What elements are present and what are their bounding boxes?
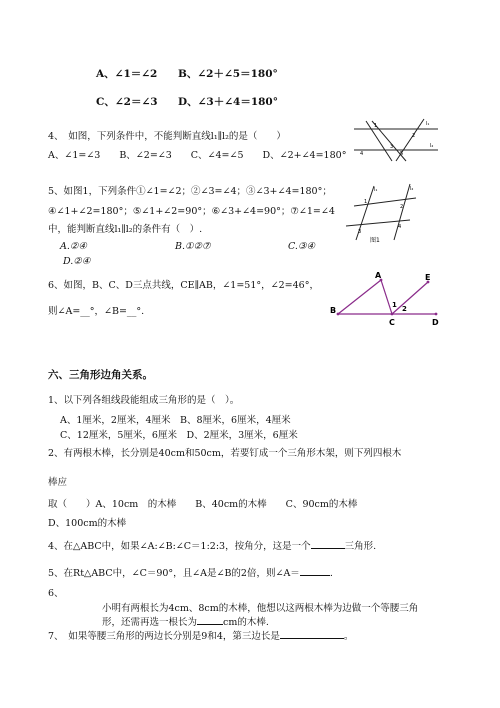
- s6-q5-blank[interactable]: [300, 565, 330, 576]
- s6-q1-options-1: A、1厘米，2厘米，4厘米 B、8厘米，6厘米，4厘米: [60, 415, 291, 426]
- q4-transversal-1: [366, 121, 392, 161]
- q6-line-ac: [381, 280, 392, 314]
- s6-q7-blank[interactable]: [280, 628, 344, 639]
- s6-q6-line-1: 小明有两根长为4cm、8cm的木棒，他想以这两根木棒为边做一个等腰三角: [102, 603, 419, 614]
- s6-q7-text: 7、 如果等腰三角形的两边长分别是9和4，第三边长是: [48, 631, 280, 642]
- q5-label-l1: l₁: [374, 187, 378, 193]
- q6-line-1: 6、如图，B、C、D三点共线，CE∥AB，∠1=51°，∠2=46°，: [48, 280, 319, 291]
- q5-option-c: C.③④: [288, 241, 315, 252]
- q4-label-2: 2: [412, 133, 416, 139]
- q4-label-3: 3: [390, 144, 394, 150]
- q6-label-a: A: [375, 271, 382, 280]
- s6-q5-text: 5、在Rt△ABC中，∠C＝90°，且∠A是∠B的2倍，则∠A＝: [48, 568, 300, 579]
- q5-option-d: D.②④: [63, 256, 91, 267]
- q6-label-b: B: [330, 306, 337, 315]
- q4-label-l2: l₂: [430, 143, 434, 149]
- q6-line-2: 则∠A=__°，∠B=__°.: [48, 306, 145, 317]
- s6-q5: [48, 565, 333, 579]
- prev-option-c: C、∠2＝∠3: [96, 96, 158, 108]
- section-heading: 六、三角形边角关系。: [48, 369, 153, 381]
- q6-label-e: E: [425, 273, 431, 282]
- q5-line-l2: [394, 184, 410, 240]
- q5-figure: [340, 182, 420, 244]
- q4-label-5: 5: [400, 151, 404, 157]
- s6-q6-text: 形，还需再选一根长为: [102, 617, 198, 628]
- s6-q1-stem: 1、以下列各组线段能组成三角形的是（ ）。: [48, 395, 240, 406]
- q6-label-1: 1: [392, 301, 397, 309]
- s6-q7: [48, 628, 353, 642]
- s6-q2-line-1: 2、有两根木棒，长分别是40cm和50cm，若要钉成一个三角形木架，则下列四根木: [48, 448, 402, 459]
- q4-label-1: 1: [374, 123, 378, 129]
- q6-label-d: D: [432, 318, 439, 327]
- prev-option-d: D、∠3＋∠4＝180°: [178, 96, 278, 108]
- s6-q4-blank[interactable]: [311, 538, 345, 549]
- q5-label-l2: l₂: [410, 186, 414, 192]
- q6-label-c: C: [389, 318, 395, 327]
- q5-label-2: 2: [400, 204, 404, 210]
- s6-q4-text: 4、在△ABC中，如果∠A:∠B:∠C＝1:2:3，按角分，这是一个: [48, 541, 311, 552]
- q5-figure-caption: 图1: [370, 237, 380, 244]
- q5-label-1: 1: [364, 199, 368, 205]
- s6-q2-line-2: 棒应: [48, 477, 68, 488]
- s6-q2-line-4: D、100cm的木棒: [48, 518, 127, 529]
- s6-q4: [48, 538, 376, 552]
- s6-q4-suffix: 三角形.: [344, 541, 377, 552]
- q6-label-2: 2: [402, 305, 407, 313]
- q5-option-b: B.①②⑦: [175, 241, 211, 252]
- q4-options: A、∠1=∠3 B、∠2=∠3 C、∠4=∠5 D、∠2+∠4=180°: [48, 150, 347, 161]
- q4-label-4: 4: [360, 151, 364, 157]
- q5-option-a: A.②④: [60, 241, 87, 252]
- q5-line-1: 5、如图1，下列条件①∠1=∠2；②∠3=∠4；③∠3+∠4=180°；: [48, 186, 332, 197]
- q5-label-3: 3: [358, 229, 362, 235]
- q6-line-ba: [338, 280, 381, 314]
- s6-q2-line-3: 取（ ）A、10cm 的木棒 B、40cm的木棒 C、90cm的木棒: [48, 499, 358, 510]
- q4-stem: 4、 如图，下列条件中，不能判断直线l₁∥l₂的是（ ）: [48, 131, 286, 142]
- prev-option-b: B、∠2＋∠5＝180°: [178, 68, 278, 80]
- q5-line-3: 中，能判断直线l₁∥l₂的条件有（ ）.: [48, 224, 203, 235]
- q4-label-l1: l₁: [426, 121, 430, 127]
- s6-q7-suffix: 。: [343, 631, 354, 642]
- q5-label-4: 4: [398, 224, 402, 230]
- s6-q6-line-2: [102, 614, 269, 628]
- s6-q6-suffix: cm的木棒.: [223, 617, 269, 628]
- s6-q6-number: 6、: [48, 588, 64, 599]
- s6-q5-suffix: .: [329, 568, 333, 579]
- q4-figure: [352, 117, 442, 163]
- q6-line-ce: [392, 282, 428, 314]
- q6-figure: [326, 268, 446, 330]
- q5-line-2: ④∠1+∠2=180°；⑤∠1+∠2=90°；⑥∠3+∠4=90°；⑦∠1=∠4: [48, 206, 335, 217]
- s6-q6-blank[interactable]: [197, 614, 223, 625]
- s6-q1-options-2: C、12厘米，5厘米，6厘米 D、2厘米，3厘米，6厘米: [60, 430, 298, 441]
- prev-option-a: A、∠1＝∠2: [96, 68, 158, 80]
